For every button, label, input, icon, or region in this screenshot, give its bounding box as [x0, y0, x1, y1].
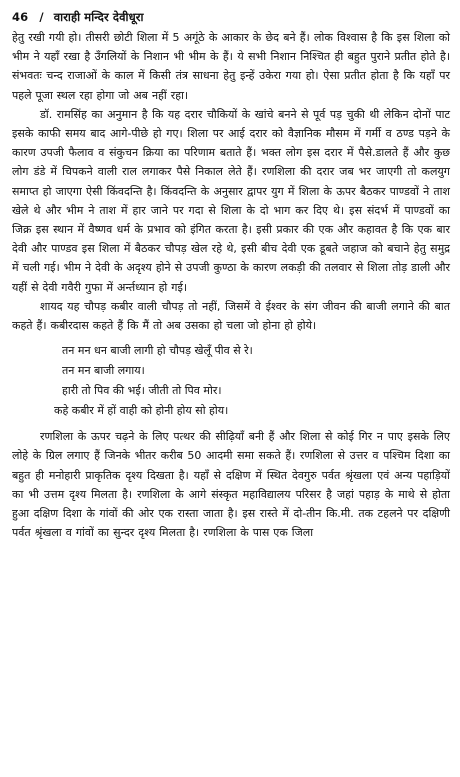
header-separator: /	[39, 10, 44, 24]
running-header	[12, 8, 450, 28]
verse-line: तन मन धन बाजी लागी हो चौपड़ खेलूँ पीव से रे।	[62, 344, 253, 358]
paragraph: डॉ. रामसिंह का अनुमान है कि यह दरार चौकियों के खांचे बनने से पूर्व पड़ चुकी थी लेकिन दोनों पाट इसके काफी समय बाद आगे-पीछे हो गए। शिला पर आई दरार को वैज्ञानिक मौसम में गर्मी व ठण्ड पड़ने के कारण उपजी फैलाव व संकुचन क्रिया का परिणाम बताते हैं। भक्त लोग इस दरार में पैसे.डालते हैं और कुछ लोग डंडे में चिपकने वाली राल लगाकर पैसे निकाल लेते हैं। रणशिला की दरार जब भर जाएगी तो कलयुग समाप्त हो जाएगा ऐसी किंवदन्ति है। किंवदन्ति के अनुसार द्वापर युग में शिला के ऊपर बैठकर पाण्डवों ने ताश खेले थे और भीम ने ताश में हार जाने पर गदा से शिला के दो भाग कर दिए थे। इस संदर्भ में पाण्डवों का जिक्र इस स्थान में वैष्णव धर्म के प्रभाव को इंगित करता है। इसी प्रकार की एक और कहावत है कि एक बार देवी और पाण्डव इस शिला में बैठकर चौपड़ खेल रहे थे, इसी बीच देवी एक डूबते जहाज को बचाने हेतु समुद्र में चली गई। भीम ने देवी के अदृश्य होने से उपजी कुण्ठा के कारण लकड़ी की तलवार से शिला तोड़ डाली और यहीं से देवी गवैरी गुफा में अर्न्तध्यान हो गई।	[12, 107, 450, 294]
body-text	[12, 28, 450, 542]
verse-line: तन मन बाजी लगाय।	[62, 364, 145, 378]
kabir-verse	[12, 341, 450, 421]
paragraph: शायद यह चौपड़ कबीर वाली चौपड़ तो नहीं, जिसमें वे ईश्वर के संग जीवन की बाजी लगाने की बात कहते हैं। कबीरदास कहते हैं कि मैं तो अब उसका हो चला जो होना हो होये।	[12, 299, 450, 333]
book-title: वाराही मन्दिर देवीधूरा	[53, 10, 144, 24]
page-number: 46	[12, 10, 29, 24]
paragraph: हेतु रखी गयी हो। तीसरी छोटी शिला में 5 अगूंठे के आकार के छेद बने हैं। लोक विश्वास है कि इस शिला को भीम ने यहाँ रखा है उँगलियों के निशान भी भीम के हैं। ये सभी निशान निश्चित ही बहुत पुराने प्रतीत होते है। संभवतः चन्द राजाओं के काल में किसी तंत्र साधना हेतु इन्हें उकेरा गया हो। ऐसा प्रतीत होता है कि यहाँ पर पहले पूजा स्थल रहा होगा जो अब नहीं रहा।	[12, 31, 450, 102]
paragraph: रणशिला के ऊपर चढ़ने के लिए पत्थर की सीढ़ियाँ बनी हैं और शिला से कोई गिर न पाए इसके लिए लोहे के ग्रिल लगाए हैं जिनके भीतर करीब 50 आदमी समा सकते हैं। रणशिला से उत्तर व पश्चिम दिशा का बहुत ही मनोहारी प्राकृतिक दृश्य दिखता है। यहाँ से दक्षिण में स्थित देवगुरु पर्वत श्रृंखला एवं अन्य पहाड़ियों का भी उत्तम दृश्य मिलता है। रणशिला के आगे संस्कृत महाविद्यालय परिसर है जहां पहाड़ के माथे से होता हुआ दक्षिण दिशा के गांवों की ओर एक रास्ता जाता है। इस रास्ते में दो-तीन कि.मी. तक टहलने पर दक्षिणी पर्वत श्रृंखला व गांवों का सुन्दर दृश्य मिलता है। रणशिला के पास एक जिला	[12, 430, 450, 540]
verse-line: हारी तो पिव की भई। जीती तो पिव मोर।	[62, 384, 222, 398]
verse-line: कहे कबीर में हों वाही को होनी होय सो होय।	[54, 404, 229, 418]
